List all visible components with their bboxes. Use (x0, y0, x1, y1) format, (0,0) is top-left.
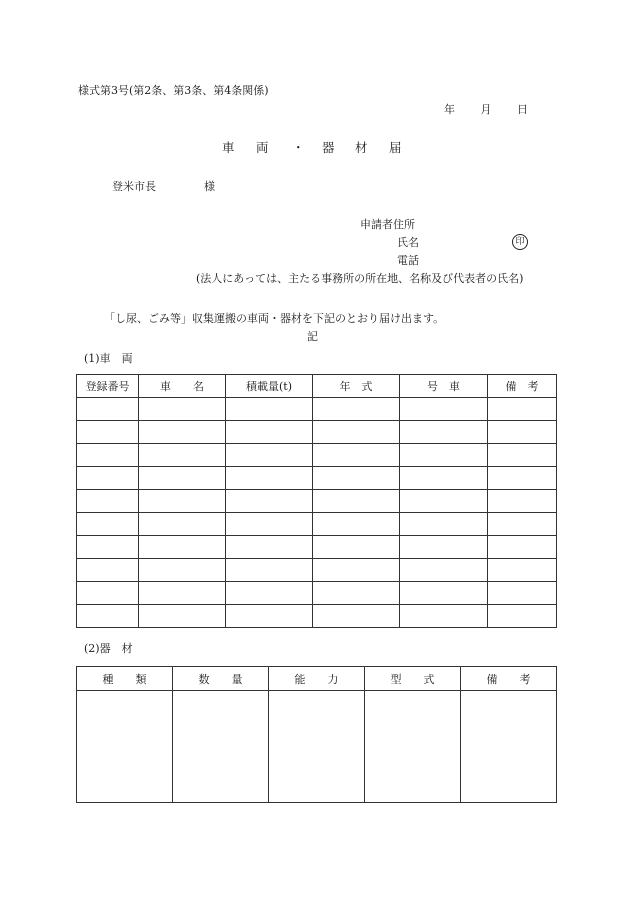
title-char: ・ (292, 140, 305, 155)
vehicles-table-cell[interactable] (488, 421, 557, 444)
equipment-section-label: (2)器 材 (84, 642, 133, 655)
vehicles-table-cell[interactable] (400, 582, 488, 605)
vehicles-table-cell[interactable] (488, 582, 557, 605)
vehicles-table-cell[interactable] (488, 605, 557, 628)
title-char: 両 (256, 140, 269, 155)
vehicles-table-cell[interactable] (77, 582, 139, 605)
equipment-header-capacity: 能 力 (269, 667, 365, 691)
equipment-table-row (77, 691, 557, 803)
equipment-table-cell[interactable] (461, 691, 557, 803)
vehicles-table-cell[interactable] (226, 582, 313, 605)
title-char: 届 (389, 140, 402, 155)
vehicles-section-label: (1)車 両 (84, 352, 133, 365)
vehicles-table-cell[interactable] (488, 513, 557, 536)
vehicles-table-cell[interactable] (226, 444, 313, 467)
vehicles-table-cell[interactable] (139, 605, 226, 628)
recipient (112, 181, 215, 192)
vehicles-table-cell[interactable] (400, 467, 488, 490)
vehicles-table-row (77, 559, 557, 582)
equipment-table-cell[interactable] (269, 691, 365, 803)
vehicles-table-cell[interactable] (313, 421, 400, 444)
vehicles-table-cell[interactable] (313, 467, 400, 490)
vehicles-header-car-number: 号 車 (400, 375, 488, 398)
vehicles-table-cell[interactable] (139, 444, 226, 467)
vehicles-table-row (77, 605, 557, 628)
vehicles-table-cell[interactable] (139, 582, 226, 605)
seal-mark-icon: 印 (512, 234, 528, 250)
applicant-phone-label: 電話 (397, 254, 419, 267)
vehicles-table-cell[interactable] (77, 444, 139, 467)
vehicles-header-remarks: 備 考 (488, 375, 557, 398)
vehicles-table-cell[interactable] (226, 513, 313, 536)
vehicles-table-cell[interactable] (313, 444, 400, 467)
vehicles-table-cell[interactable] (77, 513, 139, 536)
vehicles-table-cell[interactable] (77, 536, 139, 559)
applicant-address-label: 申請者住所 (360, 218, 415, 231)
date-line (444, 104, 528, 115)
vehicles-table-cell[interactable] (313, 536, 400, 559)
vehicles-table-cell[interactable] (488, 398, 557, 421)
vehicles-header-model-year: 年 式 (313, 375, 400, 398)
vehicles-table-row (77, 398, 557, 421)
vehicles-table-cell[interactable] (488, 536, 557, 559)
equipment-table-cell[interactable] (77, 691, 173, 803)
form-number: 様式第3号(第2条、第3条、第4条関係) (78, 84, 269, 97)
vehicles-table-cell[interactable] (488, 559, 557, 582)
body-text: 「し尿、ごみ等」収集運搬の車両・器材を下記のとおり届け出ます。 (104, 312, 445, 325)
vehicles-table (76, 374, 557, 628)
vehicles-table-cell[interactable] (226, 605, 313, 628)
vehicles-table-cell[interactable] (400, 444, 488, 467)
vehicles-table-cell[interactable] (139, 490, 226, 513)
vehicles-table-row (77, 467, 557, 490)
vehicles-table-cell[interactable] (226, 467, 313, 490)
vehicles-table-cell[interactable] (139, 559, 226, 582)
title-char: 器 (322, 140, 335, 155)
equipment-table-cell[interactable] (173, 691, 269, 803)
vehicles-table-row (77, 421, 557, 444)
recipient-honorific: 様 (204, 180, 215, 193)
vehicles-table-cell[interactable] (488, 444, 557, 467)
vehicles-table-cell[interactable] (77, 490, 139, 513)
vehicles-table-row (77, 444, 557, 467)
vehicles-table-cell[interactable] (313, 559, 400, 582)
ki-marker: 記 (307, 330, 318, 343)
equipment-header-remarks: 備 考 (461, 667, 557, 691)
title-char: 材 (355, 140, 368, 155)
vehicles-table-cell[interactable] (226, 421, 313, 444)
date-month-label: 月 (480, 103, 492, 116)
vehicles-table-cell[interactable] (313, 490, 400, 513)
applicant-name-label: 氏名 (397, 236, 419, 249)
vehicles-table-cell[interactable] (400, 559, 488, 582)
vehicles-table-cell[interactable] (139, 398, 226, 421)
vehicles-table-cell[interactable] (77, 467, 139, 490)
vehicles-table-cell[interactable] (139, 536, 226, 559)
vehicles-table-cell[interactable] (400, 421, 488, 444)
vehicles-table-cell[interactable] (139, 467, 226, 490)
vehicles-header-load-capacity: 積載量(t) (226, 375, 313, 398)
vehicles-table-row (77, 513, 557, 536)
vehicles-table-cell[interactable] (226, 398, 313, 421)
vehicles-header-vehicle-name: 車 名 (139, 375, 226, 398)
vehicles-table-cell[interactable] (313, 513, 400, 536)
vehicles-table-cell[interactable] (488, 467, 557, 490)
equipment-header-model: 型 式 (365, 667, 461, 691)
equipment-table-cell[interactable] (365, 691, 461, 803)
equipment-table (76, 666, 557, 803)
vehicles-table-row (77, 536, 557, 559)
vehicles-table-cell[interactable] (77, 398, 139, 421)
vehicles-table-cell[interactable] (400, 536, 488, 559)
vehicles-table-cell[interactable] (226, 559, 313, 582)
vehicles-table-cell[interactable] (313, 605, 400, 628)
vehicles-table-cell[interactable] (313, 582, 400, 605)
vehicles-table-cell[interactable] (400, 490, 488, 513)
vehicles-table-cell[interactable] (400, 605, 488, 628)
vehicles-table-row (77, 582, 557, 605)
recipient-name: 登米市長 (112, 180, 156, 193)
title-char: 車 (222, 140, 235, 155)
vehicles-header-registration: 登録番号 (77, 375, 139, 398)
vehicles-table-cell[interactable] (400, 398, 488, 421)
vehicles-table-cell[interactable] (488, 490, 557, 513)
vehicles-table-cell[interactable] (313, 398, 400, 421)
vehicles-table-cell[interactable] (77, 605, 139, 628)
equipment-header-quantity: 数 量 (173, 667, 269, 691)
vehicles-table-cell[interactable] (139, 513, 226, 536)
vehicles-table-cell[interactable] (226, 536, 313, 559)
vehicles-table-cell[interactable] (77, 559, 139, 582)
vehicles-table-cell[interactable] (139, 421, 226, 444)
date-year-label: 年 (444, 103, 455, 116)
equipment-header-type: 種 類 (77, 667, 173, 691)
vehicles-table-row (77, 490, 557, 513)
vehicles-table-cell[interactable] (77, 421, 139, 444)
applicant-note: (法人にあっては、主たる事務所の所在地、名称及び代表者の氏名) (196, 272, 524, 285)
vehicles-table-cell[interactable] (226, 490, 313, 513)
date-day-label: 日 (517, 103, 528, 116)
vehicles-table-cell[interactable] (400, 513, 488, 536)
